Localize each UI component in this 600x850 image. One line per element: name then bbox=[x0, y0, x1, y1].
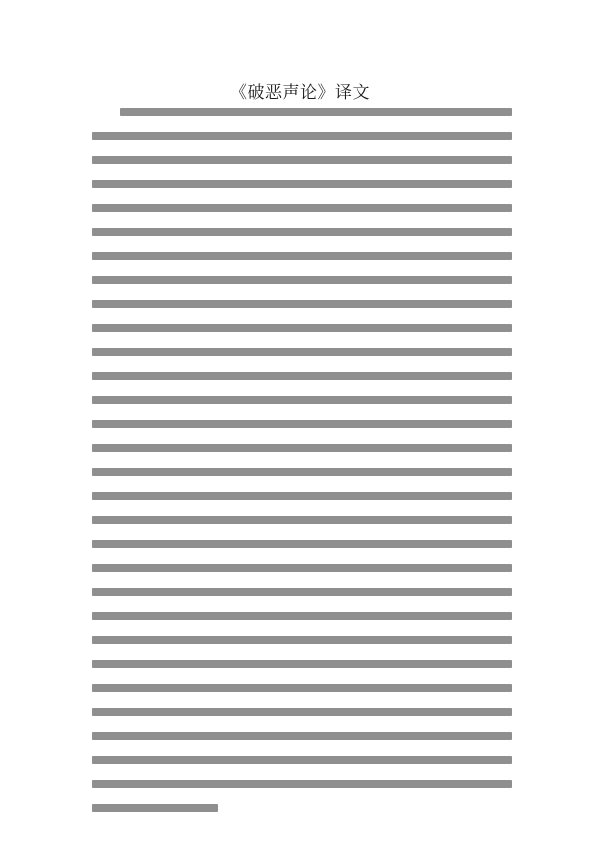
body-text-line bbox=[92, 420, 512, 428]
body-text-line bbox=[92, 300, 512, 308]
body-text-line bbox=[92, 732, 512, 740]
body-text-line bbox=[92, 156, 512, 164]
body-text-line bbox=[92, 756, 512, 764]
document-title: 《破恶声论》译文 bbox=[230, 83, 370, 103]
body-text-line bbox=[92, 708, 512, 716]
body-text-line bbox=[92, 540, 512, 548]
body-text-line bbox=[92, 636, 512, 644]
body-text-line bbox=[92, 444, 512, 452]
body-text-line bbox=[92, 492, 512, 500]
body-text-line bbox=[92, 348, 512, 356]
body-text-line bbox=[92, 396, 512, 404]
body-text-line bbox=[92, 588, 512, 596]
body-text-line bbox=[120, 108, 512, 116]
body-text-block bbox=[92, 108, 512, 828]
body-text-line bbox=[92, 132, 512, 140]
body-text-line bbox=[92, 228, 512, 236]
body-text-line bbox=[92, 660, 512, 668]
body-text-line bbox=[92, 468, 512, 476]
body-text-line bbox=[92, 612, 512, 620]
body-text-line bbox=[92, 804, 218, 812]
body-text-line bbox=[92, 780, 512, 788]
body-text-line bbox=[92, 276, 512, 284]
body-text-line bbox=[92, 324, 512, 332]
body-text-line bbox=[92, 204, 512, 212]
body-text-line bbox=[92, 564, 512, 572]
body-text-line bbox=[92, 252, 512, 260]
body-text-line bbox=[92, 516, 512, 524]
body-text-line bbox=[92, 372, 512, 380]
body-text-line bbox=[92, 684, 512, 692]
body-text-line bbox=[92, 180, 512, 188]
